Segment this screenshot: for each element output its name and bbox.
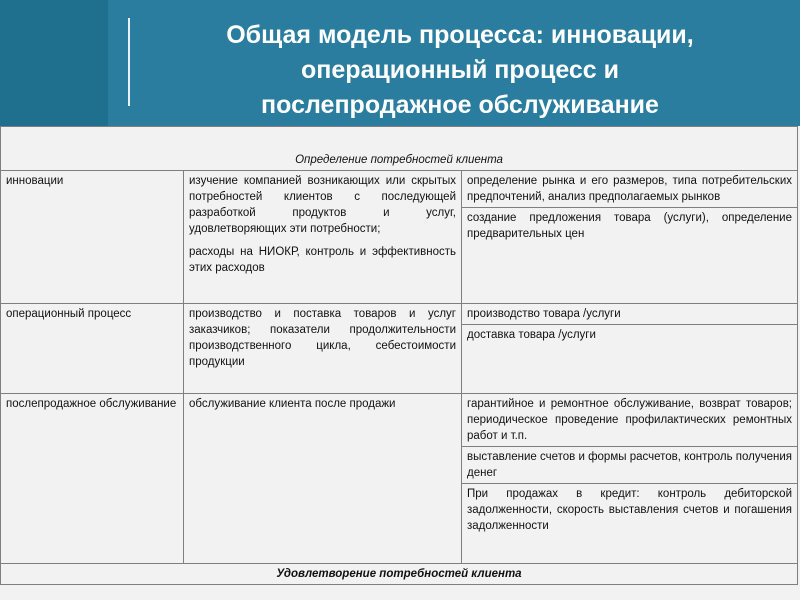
table-row bbox=[1, 171, 798, 304]
stage-cell: послепродажное обслуживание bbox=[1, 394, 184, 564]
results-cell bbox=[462, 394, 798, 564]
title-line-2: операционный процесс и bbox=[300, 56, 620, 84]
result-text: создание предложения товара (услуги), определение предварительных цен bbox=[467, 212, 792, 240]
activity-text: изучение компанией возникающих или скрытых потребностей клиентов с последующей разработкой продуктов и услуг, удовлетворяющих эти потребности; bbox=[189, 175, 456, 235]
table-row bbox=[1, 394, 798, 564]
results-cell bbox=[462, 171, 798, 304]
stage-cell: инновации bbox=[1, 171, 184, 304]
activity-text: расходы на НИОКР, контроль и эффективность этих расходов bbox=[189, 246, 456, 274]
activity-text: производство и поставка товаров и услуг заказчиков; показатели продолжительности производственного цикла, себестоимости продукции bbox=[189, 308, 456, 368]
title-line-1: Общая модель процесса: инновации, bbox=[226, 21, 694, 49]
table-header: Определение потребностей клиента bbox=[1, 127, 798, 171]
result-text: производство товара /услуги bbox=[462, 304, 797, 325]
table-row bbox=[1, 304, 798, 394]
activities-cell bbox=[184, 304, 462, 394]
title-line-3: послепродажное обслуживание bbox=[261, 91, 659, 119]
activity-text: обслуживание клиента после продажи bbox=[189, 398, 396, 410]
slide-header bbox=[0, 0, 800, 126]
stage-cell: операционный процесс bbox=[1, 304, 184, 394]
activities-cell bbox=[184, 171, 462, 304]
result-text: определение рынка и его размеров, типа потребительских предпочтений, анализ предполагаемых рынков bbox=[462, 171, 797, 208]
result-text: выставление счетов и формы расчетов, контроль получения денег bbox=[462, 447, 797, 484]
activities-cell bbox=[184, 394, 462, 564]
result-text: доставка товара /услуги bbox=[467, 329, 596, 341]
header-divider bbox=[128, 18, 130, 106]
slide-title bbox=[150, 18, 770, 123]
table-footer: Удовлетворение потребностей клиента bbox=[1, 564, 798, 585]
header-stripe bbox=[0, 0, 108, 126]
table-footer-row bbox=[1, 564, 798, 585]
result-text: При продажах в кредит: контроль дебиторской задолженности, скорость выставления счетов и погашения задолженности bbox=[467, 488, 792, 532]
process-table-container bbox=[0, 126, 800, 600]
result-text: гарантийное и ремонтное обслуживание, возврат товаров; периодическое проведение профилактических ремонтных работ и т.п. bbox=[462, 394, 797, 447]
table-header-row bbox=[1, 127, 798, 171]
results-cell bbox=[462, 304, 798, 394]
process-table bbox=[0, 126, 798, 585]
